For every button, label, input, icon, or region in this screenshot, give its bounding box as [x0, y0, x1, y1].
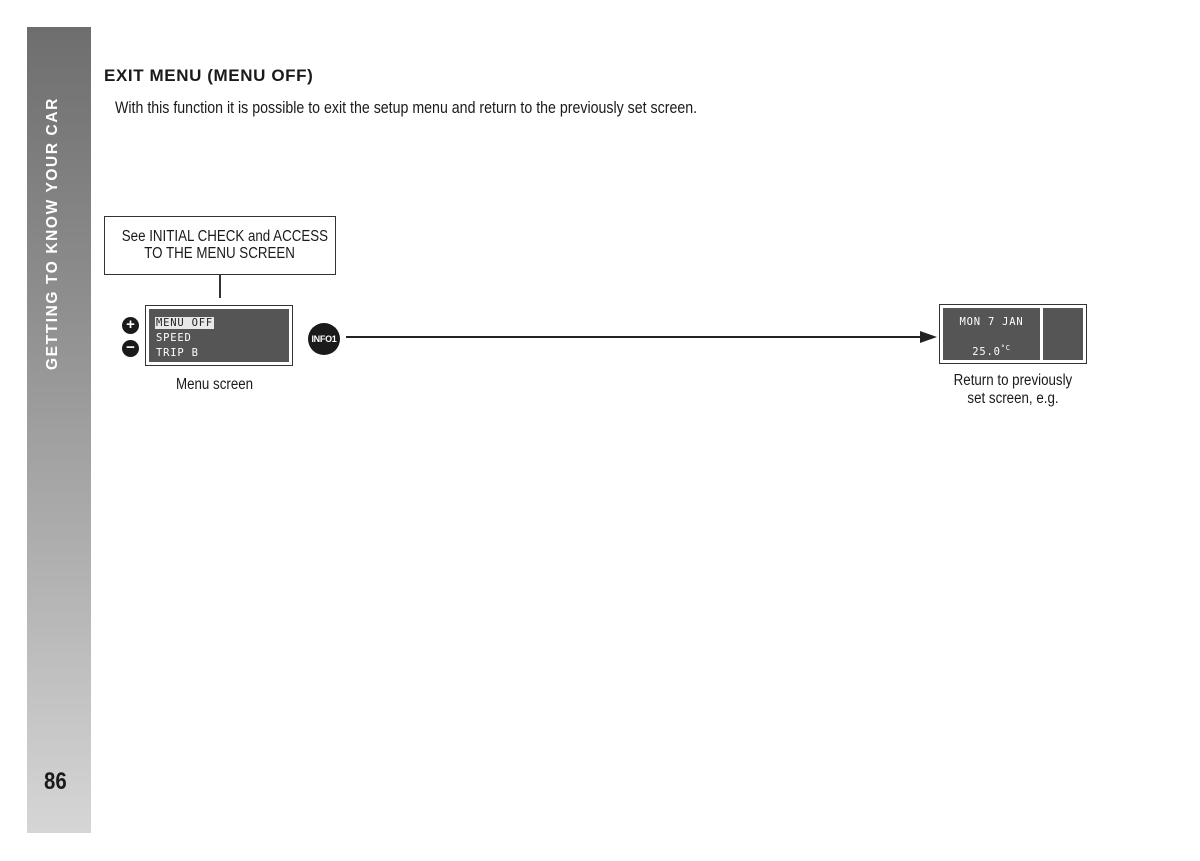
callout-line-1: See INITIAL CHECK and ACCESS	[121, 228, 328, 245]
menu-item-menu-off: MENU OFF	[156, 317, 213, 329]
display-temperature	[943, 344, 1040, 358]
result-screen-caption	[933, 372, 1093, 408]
minus-button-icon: −	[122, 340, 139, 357]
arrow-head-icon	[920, 331, 937, 343]
section-title: EXIT MENU (MENU OFF)	[104, 66, 314, 85]
menu-item-speed: SPEED	[156, 332, 192, 344]
section-side-title: GETTING TO KNOW YOUR CAR	[44, 97, 61, 370]
intro-text: With this function it is possible to exit the setup menu and return to the previously set screen.	[115, 99, 698, 117]
info1-button-icon: INFO1	[308, 323, 340, 355]
reference-callout-box	[104, 216, 336, 275]
callout-connector	[219, 275, 221, 298]
result-caption-line-1: Return to previously	[953, 372, 1073, 389]
result-caption-line-2: set screen, e.g.	[967, 390, 1059, 407]
menu-display	[145, 305, 293, 366]
display-date: MON 7 JAN	[959, 316, 1024, 328]
result-display-side-panel	[1043, 308, 1083, 360]
plus-button-icon: +	[122, 317, 139, 334]
page-number: 86	[44, 768, 67, 795]
arrow-shaft	[346, 336, 924, 338]
menu-item-trip-b: TRIP B	[156, 347, 199, 359]
temperature-unit: °C	[1000, 344, 1011, 352]
callout-line-2: TO THE MENU SCREEN	[144, 245, 296, 262]
result-display-main	[943, 308, 1040, 360]
temperature-value: 25.0	[972, 346, 1001, 358]
result-display	[939, 304, 1087, 364]
menu-screen-caption: Menu screen	[176, 376, 254, 393]
